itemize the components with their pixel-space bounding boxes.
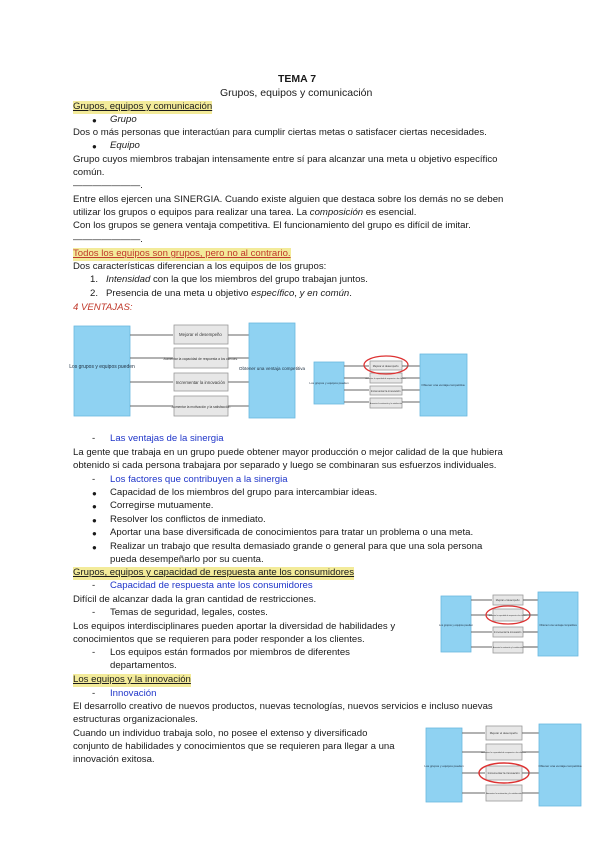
mid-label: Aumentar la capacidad de respuesta a los clientes bbox=[163, 357, 238, 361]
diagram-left-text: Los grupos y equipos pueden bbox=[69, 364, 135, 370]
respuesta-text-3: conocimientos que se requieren para poder responder a los clientes. bbox=[73, 634, 365, 645]
respuesta-subitem-2: Los equipos están formados por miembros de diferentes bbox=[110, 647, 350, 658]
dash: - bbox=[92, 607, 96, 618]
page-subtitle: Grupos, equipos y comunicación bbox=[220, 87, 373, 99]
innovacion-text-4: conjunto de habilidades y conocimientos que se requieren para llegar a una bbox=[73, 741, 395, 752]
right-label: Obtener una ventaja competitiva bbox=[539, 624, 577, 627]
diagram-left-box bbox=[74, 326, 130, 416]
innovacion-text-2: estructuras organizacionales. bbox=[73, 714, 198, 725]
mid-label: Incrementar la innovación bbox=[370, 390, 401, 393]
mid-label: Aumentar la motivación y la satisfacción bbox=[486, 793, 522, 795]
mid-label: Aumentar la capacidad de respuesta a los clientes bbox=[365, 378, 406, 380]
diagram-right-label bbox=[239, 366, 306, 371]
diagram-left-label bbox=[439, 623, 474, 627]
right-label: Obtener una ventaja competitiva bbox=[421, 383, 465, 387]
text-italic: Intensidad bbox=[106, 274, 151, 285]
text-italic: específico bbox=[251, 288, 295, 299]
respuesta-subitem-2-cont: departamentos. bbox=[110, 660, 177, 671]
mid-label: Incrementar la innovación bbox=[493, 631, 522, 634]
bullet-dot: ● bbox=[92, 529, 97, 538]
text: Presencia de una meta u objetivo bbox=[106, 288, 252, 299]
mid-label: Incrementar la innovación bbox=[487, 771, 520, 775]
dash: - bbox=[92, 580, 96, 591]
diagram-left-label bbox=[69, 364, 135, 370]
bullet-dot: ● bbox=[92, 543, 97, 552]
equipo-definition-line2: común. bbox=[73, 167, 105, 178]
paragraph-sinergia-3: Con los grupos se genera ventaja competitiva. El funcionamiento del grupo es difícil de imitar. bbox=[73, 220, 471, 231]
mid-label: Aumentar la motivación y la satisfacción bbox=[171, 405, 231, 409]
two-characteristics: Dos características diferencian a los equipos de los grupos: bbox=[73, 261, 327, 272]
text: es esencial. bbox=[363, 207, 417, 218]
number: 1. bbox=[90, 274, 99, 285]
small-left-text: Los grupos y equipos pueden bbox=[438, 624, 474, 627]
innovacion-diagram bbox=[425, 722, 583, 808]
diagram-right-label bbox=[421, 383, 465, 387]
mid-label: Mejorar el desempeño bbox=[489, 731, 518, 735]
bullet-dot: ● bbox=[92, 489, 97, 498]
mid-label: Mejorar el desempeño bbox=[495, 599, 520, 602]
factor-item: Realizar un trabajo que resulta demasiado grande o general para que una sola persona bbox=[110, 541, 483, 552]
text: con la que los miembros del grupo trabajan juntos. bbox=[150, 274, 368, 285]
diagram-right-label bbox=[538, 764, 582, 768]
innovacion-text-3: Cuando un individuo trabaja solo, no posee el extenso y diversificado bbox=[73, 728, 368, 739]
subheading-capacidad: Capacidad de respuesta ante los consumidores bbox=[110, 580, 313, 591]
mid-label: Aumentar la capacidad de respuesta a los clientes bbox=[488, 615, 527, 617]
respuesta-diagram bbox=[440, 590, 580, 660]
sinergia-text-1: La gente que trabaja en un grupo puede obtener mayor producción o mejor calidad de la que hubiera bbox=[73, 447, 503, 458]
red-note: Todos los equipos son grupos, pero no al contrario. bbox=[73, 248, 291, 259]
number: 2. bbox=[90, 288, 99, 299]
bullet-dot: ● bbox=[92, 142, 97, 151]
mid-label: Aumentar la motivación y la satisfacción bbox=[370, 403, 402, 405]
respuesta-text-2: Los equipos interdisciplinares pueden aportar la diversidad de habilidades y bbox=[73, 621, 396, 632]
innovacion-text-5: innovación exitosa. bbox=[73, 754, 155, 765]
ventajas-diagram bbox=[69, 322, 306, 420]
diagram-right-label bbox=[539, 623, 577, 627]
mid-label: Mejorar el desempeño bbox=[372, 365, 399, 368]
text-italic: y en común bbox=[299, 288, 350, 299]
separator: ———————. bbox=[73, 180, 143, 191]
text-italic: composición bbox=[309, 207, 364, 218]
mid-label: Incrementar la innovación bbox=[175, 380, 225, 385]
factor-item: Capacidad de los miembros del grupo para intercambiar ideas. bbox=[110, 487, 378, 498]
respuesta-subitem-1: Temas de seguridad, legales, costes. bbox=[110, 607, 268, 618]
diagram-left-label bbox=[309, 381, 349, 385]
section-heading-innovacion: Los equipos y la innovación bbox=[73, 674, 191, 685]
text: , bbox=[294, 288, 300, 299]
bullet-dot: ● bbox=[92, 116, 97, 125]
text: utilizar los grupos o equipos para realizar una tarea. La bbox=[73, 207, 310, 218]
grupo-definition: Dos o más personas que interactúan para cumplir ciertas metas o satisfacer ciertas necesidades. bbox=[73, 127, 487, 138]
mid-label: Aumentar la motivación y la satisfacción bbox=[492, 647, 524, 649]
text: . bbox=[349, 288, 352, 299]
section-heading-grupos: Grupos, equipos y comunicación bbox=[73, 101, 213, 112]
right-label: Obtener una ventaja competitiva bbox=[238, 366, 306, 371]
page-title: TEMA 7 bbox=[278, 73, 317, 85]
right-label: Obtener una ventaja competitiva bbox=[538, 764, 582, 768]
dash: - bbox=[92, 647, 96, 658]
factor-item: Corregirse mutuamente. bbox=[110, 500, 214, 511]
subheading-innovacion: Innovación bbox=[110, 688, 157, 699]
diagram-left-label bbox=[424, 764, 464, 768]
sinergia-text-2: obtenido si cada persona trabajara por separado y luego se combinaran sus esfuerzos individuales. bbox=[73, 460, 497, 471]
dash: - bbox=[92, 688, 96, 699]
small-left-text: Los grupos y equipos pueden bbox=[424, 764, 464, 768]
ventajas-label: 4 VENTAJAS: bbox=[73, 302, 133, 313]
mid-label: Aumentar la capacidad de respuesta a los clientes bbox=[481, 752, 526, 754]
ventajas-diagram-small bbox=[309, 350, 470, 420]
factor-item-continuation: pueda desempeñarlo por su cuenta. bbox=[110, 554, 264, 565]
paragraph-sinergia-1: Entre ellos ejercen una SINERGIA. Cuando existe alguien que destaca sobre los demás no se deben bbox=[73, 194, 504, 205]
bullet-dot: ● bbox=[92, 516, 97, 525]
numbered-item-1 bbox=[90, 274, 368, 287]
bullet-dot: ● bbox=[92, 502, 97, 511]
factor-item: Aportar una base diversificada de conocimientos para tratar un problema o una meta. bbox=[110, 527, 474, 538]
separator: ———————. bbox=[73, 234, 143, 245]
dash: - bbox=[92, 433, 96, 444]
term-grupo: Grupo bbox=[110, 114, 137, 125]
mid-label: Mejorar el desempeño bbox=[179, 332, 222, 337]
paragraph-sinergia-2 bbox=[73, 207, 416, 220]
subheading-factores: Los factores que contribuyen a la sinergia bbox=[110, 474, 288, 485]
equipo-definition-line1: Grupo cuyos miembros trabajan intensamente entre sí para alcanzar una meta u objetivo específico bbox=[73, 154, 498, 165]
subheading-sinergia: Las ventajas de la sinergia bbox=[110, 433, 224, 444]
term-equipo: Equipo bbox=[110, 140, 140, 151]
factor-item: Resolver los conflictos de inmediato. bbox=[110, 514, 266, 525]
dash: - bbox=[92, 474, 96, 485]
numbered-item-2 bbox=[90, 288, 352, 301]
innovacion-text-1: El desarrollo creativo de nuevos productos, nuevas tecnologías, nuevos servicios e incluso nuevas bbox=[73, 701, 493, 712]
small-left-text: Los grupos y equipos pueden bbox=[309, 381, 349, 385]
respuesta-text-1: Difícil de alcanzar dada la gran cantidad de restricciones. bbox=[73, 594, 317, 605]
section-heading-respuesta: Grupos, equipos y capacidad de respuesta ante los consumidores bbox=[73, 567, 355, 578]
